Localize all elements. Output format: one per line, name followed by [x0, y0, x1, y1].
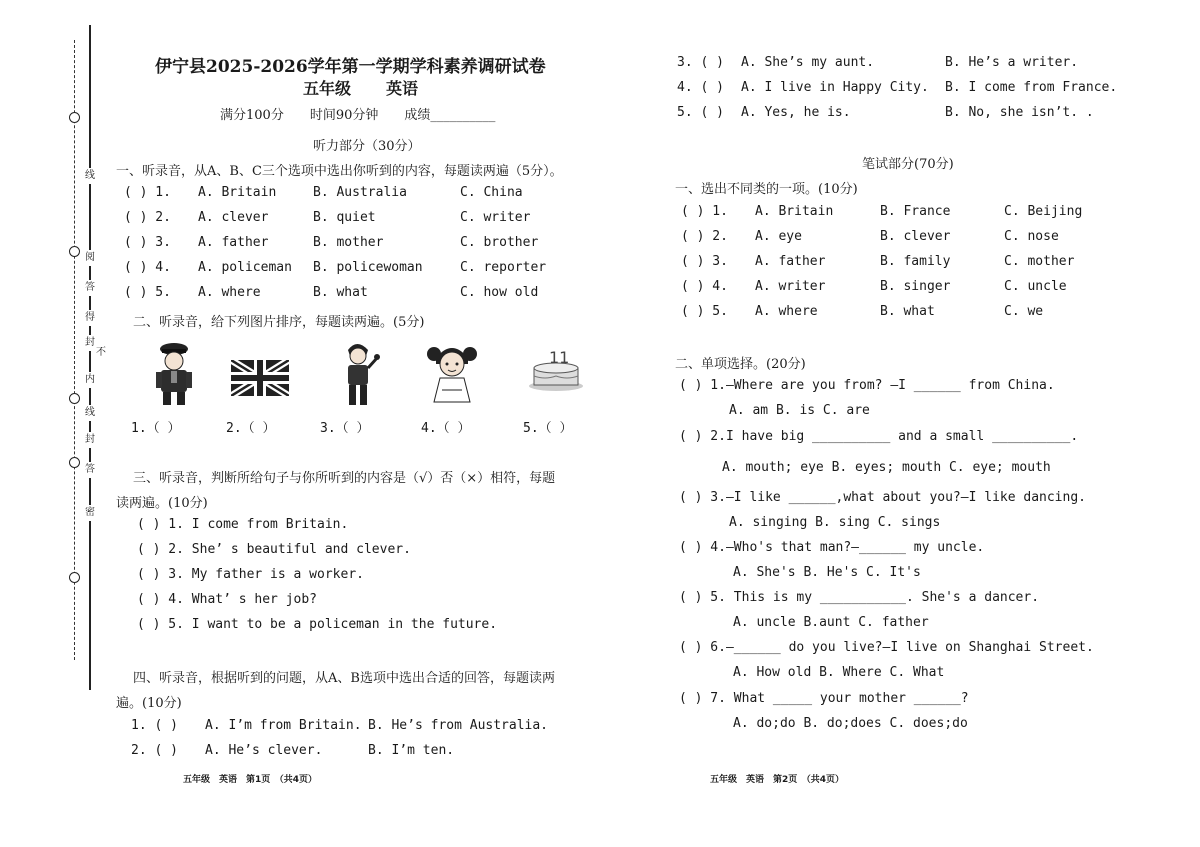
- option-a: A. where: [755, 304, 818, 319]
- binding-label: 得: [85, 310, 95, 326]
- score-line: 满分100分 时间90分钟 成绩__________: [220, 108, 496, 123]
- mc-question: ( ) 3.—I like ______,what about you?—I like dancing.: [679, 490, 1086, 505]
- mc-options: A. uncle B.aunt C. father: [733, 615, 929, 630]
- binding-label: 线: [85, 405, 95, 421]
- option-b: B. policewoman: [313, 260, 423, 275]
- section-title-cont: 遍。(10分): [116, 696, 182, 711]
- option-c: C. Beijing: [1004, 204, 1083, 219]
- written-heading: 笔试部分(70分): [862, 157, 954, 172]
- question-number: 2. ( ): [131, 743, 178, 758]
- option-a: A. writer: [755, 279, 826, 294]
- page-footer-right: 五年级 英语 第2页 （共4页）: [710, 775, 845, 785]
- mc-question: ( ) 5. This is my ___________. She's a dancer.: [679, 590, 1040, 605]
- mc-options: A. am B. is C. are: [729, 403, 870, 418]
- binding-label: 封: [85, 335, 95, 351]
- option-b: B. family: [880, 254, 951, 269]
- binding-label: 答: [85, 462, 95, 478]
- question-number: ( ) 5.: [681, 304, 728, 319]
- option-b: B. I’m ten.: [368, 743, 455, 758]
- binding-hole: [69, 393, 80, 404]
- option-c: C. brother: [460, 235, 539, 250]
- question-number: ( ) 4.: [681, 279, 728, 294]
- option-b: B. I come from France.: [945, 80, 1118, 95]
- binding-label: 答: [85, 280, 95, 296]
- mc-options: A. do;do B. do;does C. does;do: [733, 716, 968, 731]
- birthday-cake-picture: [528, 346, 584, 392]
- binding-dashed-line: [74, 40, 75, 660]
- judge-item: ( ) 3. My father is a worker.: [137, 567, 364, 582]
- question-number: 5. ( ): [677, 105, 724, 120]
- option-c: C. writer: [460, 210, 531, 225]
- option-a: A. She’s my aunt.: [741, 55, 875, 70]
- option-c: C. nose: [1004, 229, 1059, 244]
- option-b: B. mother: [313, 235, 384, 250]
- binding-hole: [69, 457, 80, 468]
- question-number: ( ) 2.: [681, 229, 728, 244]
- cake-number: 11: [549, 348, 570, 367]
- binding-hole: [69, 572, 80, 583]
- mc-question: ( ) 6.—______ do you live?—I live on Shanghai Street.: [679, 640, 1094, 655]
- option-a: A. clever: [198, 210, 269, 225]
- option-a: A. I live in Happy City.: [741, 80, 929, 95]
- judge-item: ( ) 1. I come from Britain.: [137, 517, 349, 532]
- section-title: 四、听录音，根据听到的问题，从A、B选项中选出合适的回答，每题读两: [133, 671, 555, 686]
- uk-flag-picture: [231, 360, 289, 396]
- mc-options: A. singing B. sing C. sings: [729, 515, 941, 530]
- option-c: C. uncle: [1004, 279, 1067, 294]
- option-a: A. father: [198, 235, 269, 250]
- judge-item: ( ) 5. I want to be a policeman in the future.: [137, 617, 498, 632]
- picture-order-blank: 4.（ ）: [421, 421, 471, 436]
- question-number: ( ) 5.: [124, 285, 171, 300]
- option-b: B. clever: [880, 229, 951, 244]
- question-number: ( ) 3.: [124, 235, 171, 250]
- binding-label: 内: [85, 372, 95, 388]
- mc-options: A. How old B. Where C. What: [733, 665, 945, 680]
- question-number: ( ) 1.: [124, 185, 171, 200]
- option-c: C. how old: [460, 285, 539, 300]
- exam-grade: 五年级: [303, 79, 352, 98]
- section-title: 一、选出不同类的一项。(10分): [675, 182, 858, 197]
- exam-title: 伊宁县2025-2026学年第一学期学科素养调研试卷: [155, 57, 546, 77]
- option-b: B. No, she isn’t. .: [945, 105, 1094, 120]
- option-a: A. eye: [755, 229, 802, 244]
- option-a: A. I’m from Britain.: [205, 718, 362, 733]
- option-a: A. policeman: [198, 260, 292, 275]
- question-number: 1. ( ): [131, 718, 178, 733]
- girl-picture: [426, 340, 478, 406]
- option-b: B. singer: [880, 279, 951, 294]
- option-c: C. we: [1004, 304, 1044, 319]
- binding-hole: [69, 246, 80, 257]
- option-a: A. father: [755, 254, 826, 269]
- question-number: ( ) 1.: [681, 204, 728, 219]
- mc-options: A. mouth; eye B. eyes; mouth C. eye; mouth: [722, 460, 1051, 475]
- question-number: ( ) 4.: [124, 260, 171, 275]
- section-title-cont: 读两遍。(10分): [116, 496, 208, 511]
- mc-options: A. She's B. He's C. It's: [733, 565, 921, 580]
- listening-heading: 听力部分（30分）: [313, 139, 421, 154]
- binding-label: 线: [85, 168, 95, 184]
- option-b: B. He’s a writer.: [945, 55, 1079, 70]
- judge-item: ( ) 4. What’ s her job?: [137, 592, 318, 607]
- binding-label: 密: [85, 505, 95, 521]
- picture-order-blank: 5.（ ）: [523, 421, 573, 436]
- section-title: 一、听录音，从A、B、C三个选项中选出你听到的内容，每题读两遍（5分）。: [116, 164, 563, 179]
- mc-question: ( ) 1.—Where are you from? —I ______ from China.: [679, 378, 1055, 393]
- question-number: ( ) 2.: [124, 210, 171, 225]
- option-a: A. Yes, he is.: [741, 105, 851, 120]
- section-title: 二、听录音，给下列图片排序，每题读两遍。(5分): [133, 315, 425, 330]
- question-number: ( ) 3.: [681, 254, 728, 269]
- option-b: B. He’s from Australia.: [368, 718, 549, 733]
- binding-hole: [69, 112, 80, 123]
- binding-border-line: [89, 25, 91, 690]
- option-a: A. where: [198, 285, 261, 300]
- option-a: A. Britain: [198, 185, 277, 200]
- picture-order-blank: 2.（ ）: [226, 421, 276, 436]
- option-a: A. He’s clever.: [205, 743, 323, 758]
- section-title: 三、听录音，判断所给句子与你所听到的内容是（√）否（×）相符，每题: [133, 471, 556, 486]
- option-b: B. quiet: [313, 210, 376, 225]
- option-c: C. China: [460, 185, 523, 200]
- mc-question: ( ) 4.—Who's that man?—______ my uncle.: [679, 540, 985, 555]
- mc-question: ( ) 2.I have big __________ and a small __________.: [679, 429, 1079, 444]
- option-b: B. France: [880, 204, 951, 219]
- question-number: 4. ( ): [677, 80, 724, 95]
- option-b: B. Australia: [313, 185, 407, 200]
- binding-label: 阅: [85, 250, 95, 266]
- option-c: C. mother: [1004, 254, 1075, 269]
- option-c: C. reporter: [460, 260, 547, 275]
- section-title: 二、单项选择。(20分): [675, 357, 806, 372]
- option-b: B. what: [880, 304, 935, 319]
- picture-order-blank: 3.（ ）: [320, 421, 370, 436]
- policeman-picture: [150, 341, 198, 407]
- question-number: 3. ( ): [677, 55, 724, 70]
- page-footer-left: 五年级 英语 第1页 （共4页）: [183, 775, 318, 785]
- binding-label: 封: [85, 432, 95, 448]
- option-b: B. what: [313, 285, 368, 300]
- option-a: A. Britain: [755, 204, 834, 219]
- mc-question: ( ) 7. What _____ your mother ______?: [679, 691, 969, 706]
- exam-subject: 英语: [386, 79, 419, 98]
- binding-label: 不: [96, 345, 106, 361]
- picture-order-blank: 1.（ ）: [131, 421, 181, 436]
- singer-picture: [335, 340, 381, 408]
- judge-item: ( ) 2. She’ s beautiful and clever.: [137, 542, 411, 557]
